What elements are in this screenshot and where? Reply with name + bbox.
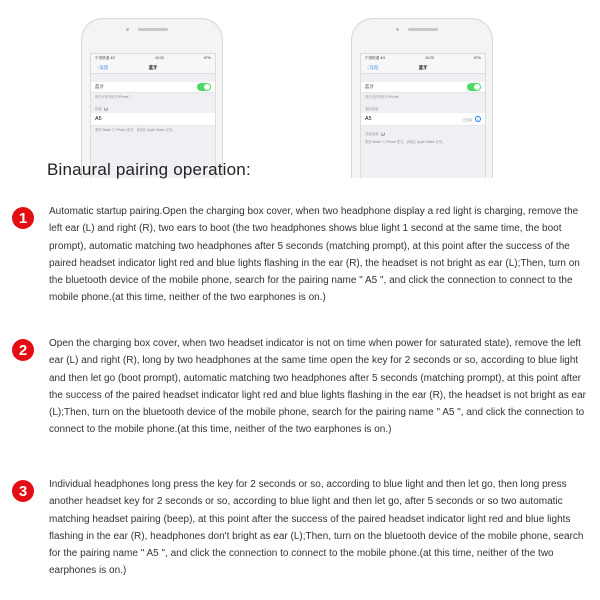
- device-status-group: [462, 116, 481, 122]
- carrier-label: 中国联通 4G: [95, 55, 116, 60]
- devices-section-label: 设备: [95, 107, 102, 112]
- my-devices-section-label: 我的设备: [365, 107, 379, 112]
- time-label: 10:20: [154, 56, 164, 60]
- battery-label: 97%: [203, 56, 211, 60]
- back-button[interactable]: 〈设置: [95, 65, 109, 70]
- phone-camera: [396, 28, 399, 31]
- watch-footer-note: 要将 Watch 与 iPhone 配对，请前往 Apple Watch 应用。: [365, 140, 446, 145]
- watch-footer-note: 要将 Watch 与 iPhone 配对，请前往 Apple Watch 应用。: [95, 128, 176, 133]
- bluetooth-label: 蓝牙: [95, 84, 104, 89]
- step-text: Automatic startup pairing.Open the charging box cover, when two headphone display a red light is charging, remove the left ear (L) and right (R), two ears to boot (the two headphones shows blue light 1 second at the same time, the boot prompt), automatic matching two headphones after 5 seconds (matching prompt), at this point after the success of the paired headset indicator light red and blue lights flashing in the ear (R), the headset is not bright as ear (L);Then, turn on the bluetooth device of the mobile phone, search for the pairing name " A5 ", and click the connection to connect to the mobile phone.(at this time, neither of the two earphones is on.): [49, 206, 580, 304]
- device-row-a5[interactable]: [91, 113, 215, 126]
- bluetooth-label: 蓝牙: [365, 84, 374, 89]
- time-label: 10:20: [424, 56, 434, 60]
- device-status: 已连接: [461, 117, 472, 122]
- status-bar: [91, 54, 215, 62]
- nav-title: 蓝牙: [418, 65, 428, 70]
- carrier-label: 中国联通 4G: [365, 55, 386, 60]
- device-name: A5: [365, 116, 372, 123]
- step-number-badge: 1: [12, 207, 34, 229]
- discoverable-note: 现在可被发现为“iPhone”。: [95, 95, 133, 99]
- status-bar: [361, 54, 485, 62]
- nav-title: 蓝牙: [148, 65, 158, 70]
- phone-right: [351, 18, 493, 178]
- bluetooth-toggle-row: [361, 82, 485, 93]
- searching-spinner-icon: [381, 132, 385, 136]
- phone-speaker: [408, 28, 438, 31]
- phone-camera: [126, 28, 129, 31]
- back-button[interactable]: 〈设置: [365, 65, 379, 70]
- page-heading: Binaural pairing operation:: [47, 160, 251, 179]
- battery-label: 97%: [473, 56, 481, 60]
- step-number-badge: 2: [12, 339, 34, 361]
- device-name: A5: [95, 116, 102, 123]
- devices-section-header: [91, 101, 215, 113]
- phone-left: [81, 18, 223, 178]
- other-devices-section-header: [361, 126, 485, 138]
- device-row-a5[interactable]: [361, 113, 485, 126]
- bluetooth-toggle[interactable]: [197, 83, 211, 91]
- nav-bar: [91, 62, 215, 74]
- step-text: Individual headphones long press the key for 2 seconds or so, according to blue light and then let go, then long press another headset key for 2 seconds or so, according to blue light and then let go, after 5 seconds or so two automatic matching headset pairing (beep), at this point after the success of the paired headset indicator light red and blue lights flashing in the ear (R), headphones don't bright as ear (L);Then, turn on the bluetooth device of the mobile phone, search for the pairing name " A5 ", and click the connection to connect to the mobile phone.(at this time, neither of the two earphones is on.): [49, 479, 584, 577]
- searching-spinner-icon: [104, 107, 108, 111]
- other-devices-section-label: 其他设备: [365, 132, 379, 137]
- bluetooth-toggle-row: [91, 82, 215, 93]
- discoverable-note: 现在可被发现为“iPhone”。: [365, 95, 403, 99]
- info-icon[interactable]: i: [475, 116, 481, 122]
- bluetooth-settings-screen-right: [360, 53, 486, 178]
- nav-bar: [361, 62, 485, 74]
- phone-speaker: [138, 28, 168, 31]
- step-number-badge: 3: [12, 480, 34, 502]
- step-text: Open the charging box cover, when two headset indicator is not on time when power for saturated state), remove the left ear (L) and right (R), long by two headphones at the same time open the key for 2 seconds or so, according to blue light and then let go (boot prompt), automatic matching two headphones after 5 seconds (matching prompt), at this point after the success of the paired headset indicator light red and blue lights flashing in the ear (R), the headset is not bright as ear (L);Then, turn on the bluetooth device of the mobile phone, search for the pairing name " A5 ", and click the connection to connect to the mobile phone.(at this time, neither of the two earphones is on.): [49, 338, 586, 436]
- bluetooth-toggle[interactable]: [467, 83, 481, 91]
